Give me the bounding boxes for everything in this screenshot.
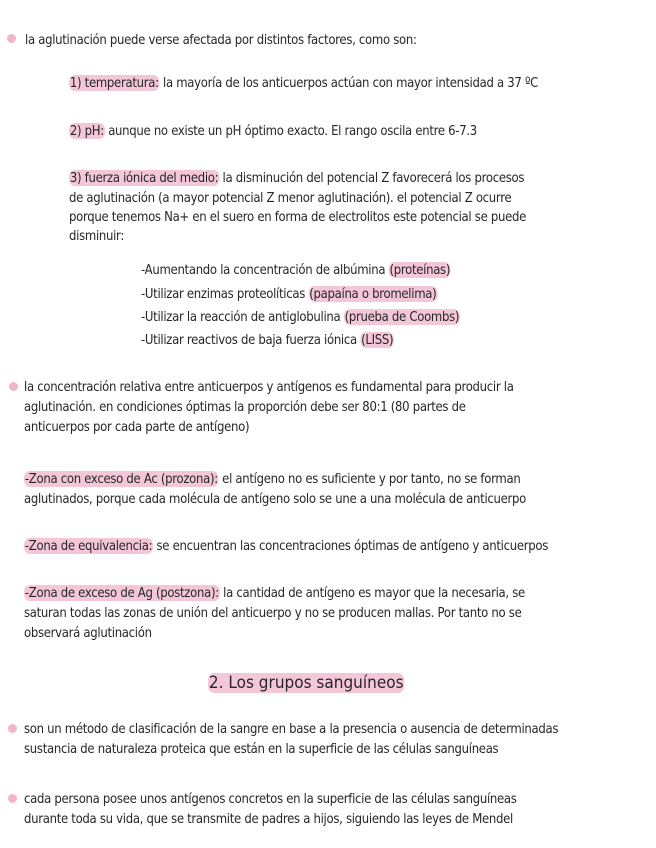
paragraph-line: saturan todas las zonas de unión del anticuerpo y no se producen mallas. Por tanto no se <box>24 605 522 621</box>
factor-ionic-strength <box>69 169 524 187</box>
paragraph-line: disminuir: <box>69 228 124 244</box>
highlight: 3) fuerza iónica del medio: <box>69 170 219 186</box>
paragraph-line: aglutinación. en condiciones óptimas la proporción debe ser 80:1 (80 partes de <box>24 399 466 415</box>
bullet-dot <box>8 794 17 803</box>
bullet-dot <box>8 724 17 733</box>
highlight: 2. Los grupos sanguíneos <box>208 673 404 693</box>
highlight: -Zona de exceso de Ag (postzona): <box>24 585 219 601</box>
sub-item-text: -Utilizar reactivos de baja fuerza iónica <box>141 332 361 348</box>
sub-item-text: -Utilizar enzimas proteolíticas <box>141 286 309 302</box>
zone-text: el antígeno no es suficiente y por tanto, no se forman <box>218 471 521 487</box>
paragraph-line: cada persona posee unos antígenos concretos en la superficie de las células sanguíneas <box>24 791 517 807</box>
paragraph-line: la concentración relativa entre anticuerpos y antígenos es fundamental para producir la <box>24 379 514 395</box>
paragraph-line: anticuerpos por cada parte de antígeno) <box>24 419 250 435</box>
bullet-dot <box>7 34 16 43</box>
factor-text: la disminución del potencial Z favorecerá los procesos <box>219 170 525 186</box>
sub-item <box>141 285 437 303</box>
sub-item <box>141 308 460 326</box>
factor-ph <box>69 122 477 140</box>
highlight: (LISS) <box>361 332 394 348</box>
highlight: 1) temperatura: <box>69 75 159 91</box>
zone-text: se encuentran las concentraciones óptimas de antígeno y anticuerpos <box>153 538 549 554</box>
zone-prozone <box>24 470 520 488</box>
highlight: (prueba de Coombs) <box>344 309 460 325</box>
highlight: -Zona con exceso de Ac (prozona): <box>24 471 218 487</box>
paragraph-line: aglutinados, porque cada molécula de antígeno solo se une a una molécula de anticuerpo <box>24 491 526 507</box>
factor-text: la mayoría de los anticuerpos actúan con mayor intensidad a 37 ºC <box>159 75 539 91</box>
factor-temperature <box>69 74 538 92</box>
highlight: (papaína o bromelima) <box>309 286 437 302</box>
paragraph-line: la aglutinación puede verse afectada por distintos factores, como son: <box>25 32 417 48</box>
paragraph-line: sustancia de naturaleza proteica que están en la superficie de las células sanguíneas <box>24 741 499 757</box>
sub-item <box>141 331 394 349</box>
paragraph-line: de aglutinación (a mayor potencial Z menor aglutinación). el potencial Z ocurre <box>69 190 512 206</box>
bullet-dot <box>9 382 18 391</box>
zone-postzone <box>24 584 525 602</box>
paragraph-line: observará aglutinación <box>24 625 152 641</box>
sub-item <box>141 261 451 279</box>
zone-text: la cantidad de antígeno es mayor que la necesaria, se <box>219 585 525 601</box>
paragraph-line: son un método de clasificación de la sangre en base a la presencia o ausencia de determinadas <box>24 721 559 737</box>
factor-text: aunque no existe un pH óptimo exacto. El rango oscila entre 6-7.3 <box>104 123 477 139</box>
sub-item-text: -Aumentando la concentración de albúmina <box>141 262 389 278</box>
section-title <box>208 672 404 694</box>
sub-item-text: -Utilizar la reacción de antiglobulina <box>141 309 344 325</box>
paragraph-line: porque tenemos Na+ en el suero en forma de electrolitos este potencial se puede <box>69 209 527 225</box>
highlight: -Zona de equivalencia: <box>24 538 153 554</box>
highlight: (proteínas) <box>389 262 451 278</box>
zone-equivalence <box>24 537 548 555</box>
paragraph-line: durante toda su vida, que se transmite de padres a hijos, siguiendo las leyes de Mendel <box>24 811 513 827</box>
highlight: 2) pH: <box>69 123 104 139</box>
